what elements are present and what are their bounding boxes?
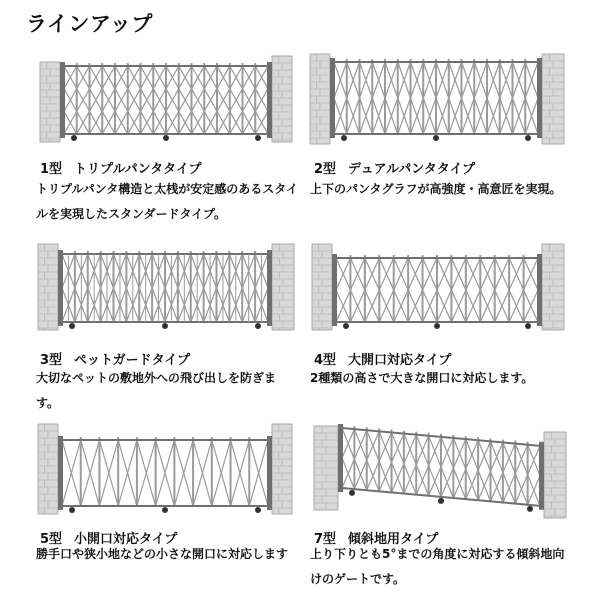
card-description: 大切なペットの敷地外への飛び出しを防ぎます。 [36,371,277,410]
gate-pillar [542,244,564,330]
gate-caster [525,135,531,141]
accordion-gate [60,62,272,141]
lineup-card-type2 [306,44,576,234]
accordion-gate [58,250,272,329]
gate-pillar [38,424,58,514]
type-name: デュアルパンタタイプ [348,162,476,177]
gate-pillar [272,424,292,514]
card-description: 上下のパンタグラフが高強度・高意匠を実現。 [310,182,562,196]
gate-caster [255,323,261,329]
card-description: トリプルパンタ構造と太桟が安定感のあるスタイルを実現したスタンダードタイプ。 [36,182,298,221]
type-name: トリプルパンタタイプ [74,162,202,177]
gate-caster [69,507,75,513]
type-name: 傾斜地用タイプ [348,532,439,547]
type-number: 3型 [40,353,63,368]
gate-caster [163,135,169,141]
type-number: 5型 [40,532,63,547]
gate-caster [433,135,439,141]
gate-caster [525,323,531,329]
gate-pillar [542,54,564,144]
type-number: 1型 [40,162,63,177]
gate-caster [69,323,75,329]
lineup-card-type5 [32,418,302,598]
type-number: 7型 [314,532,337,547]
gate-image-type3 [32,238,302,338]
type-name: 小開口対応タイプ [74,532,178,547]
accordion-gate [338,424,544,512]
type-name: ペットガードタイプ [74,353,191,368]
gate-caster [341,135,347,141]
type-name: 大開口対応タイプ [348,353,452,368]
type-number: 4型 [314,353,337,368]
gate-caster [527,506,533,512]
card-description: 2種類の高さで大きな開口に対応します。 [310,371,534,385]
type-number: 2型 [314,162,337,177]
gate-caster [349,490,355,496]
gate-pillar [40,62,60,142]
lineup-card-type4 [306,238,576,418]
gate-pillar [272,244,294,330]
gate-caster [71,135,77,141]
gate-caster [438,498,444,504]
lineup-card-type3 [32,238,302,418]
gate-caster [343,323,349,329]
lineup-card-type7 [306,418,576,598]
gate-pillar [544,432,566,518]
accordion-gate [330,58,542,141]
card-title [40,158,201,177]
accordion-gate [58,436,272,513]
gate-image-type7 [306,418,576,520]
gate-pillar [272,56,292,142]
card-description: 勝手口や狭小地などの小さな開口に対応します [36,547,289,561]
lineup-card-type1 [32,44,302,234]
gate-image-type5 [32,418,302,520]
gate-caster [255,135,261,141]
gate-caster [434,323,440,329]
gate-image-type4 [306,238,576,338]
card-description: 上り下りとも5°までの角度に対応する傾斜地向けのゲートです。 [310,547,565,586]
accordion-gate [332,254,542,329]
card-title [314,158,475,177]
gate-pillar [310,54,330,144]
gate-caster [162,323,168,329]
gate-caster [162,507,168,513]
page-title: ラインアップ [26,12,153,36]
gate-pillar [312,244,332,330]
gate-image-type2 [306,44,576,154]
gate-caster [255,507,261,513]
gate-pillar [38,244,58,330]
gate-image-type1 [32,44,302,154]
gate-pillar [314,426,338,510]
